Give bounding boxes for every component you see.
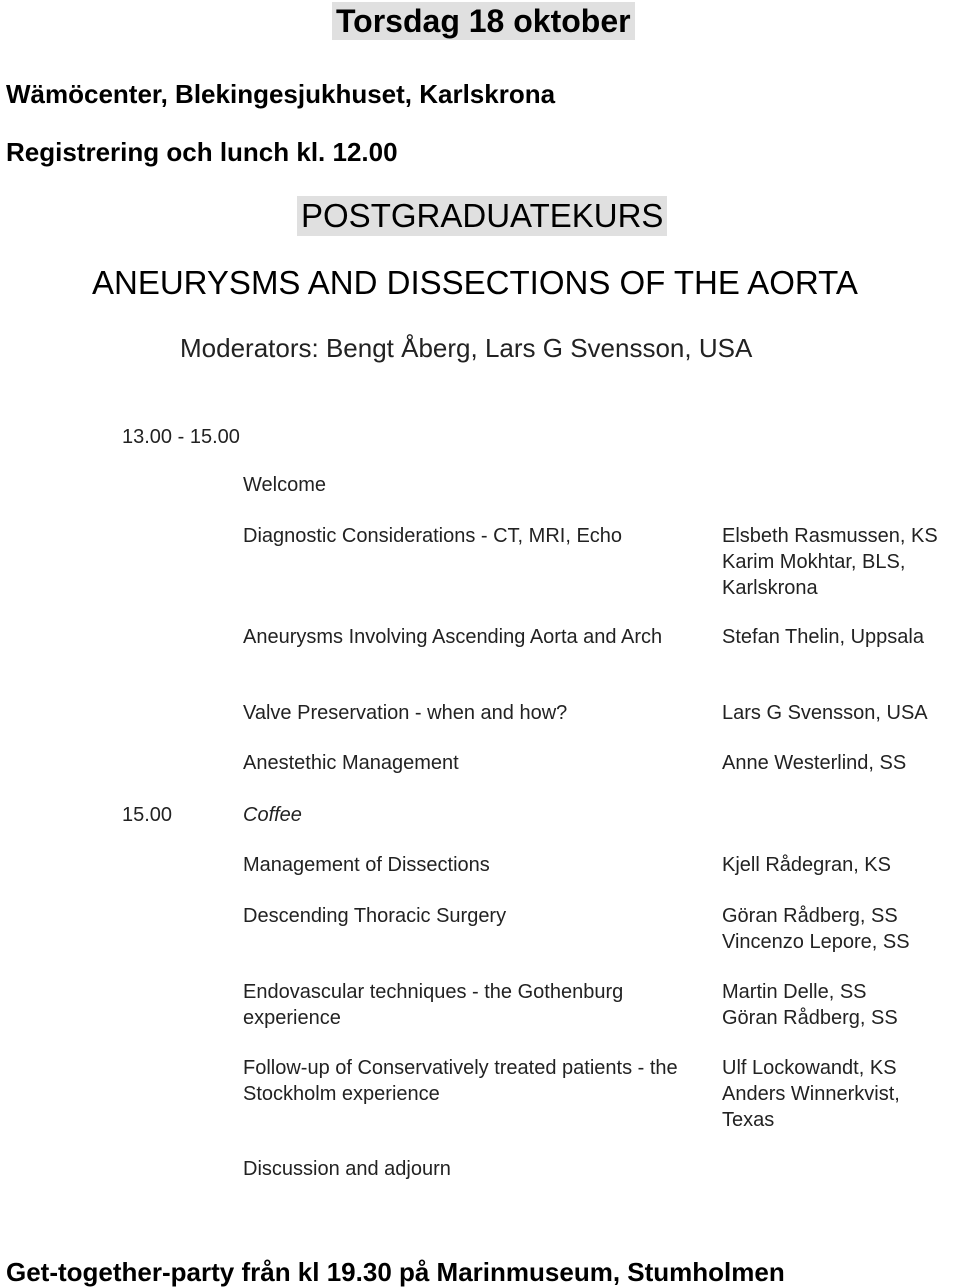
- schedule-speaker: Stefan Thelin, Uppsala: [722, 626, 924, 648]
- party-line: Get-together-party från kl 19.30 på Marinmuseum, Stumholmen: [6, 1257, 785, 1287]
- schedule-speaker: Kjell Rådegran, KS: [722, 854, 891, 876]
- course-title: ANEURYSMS AND DISSECTIONS OF THE AORTA: [92, 264, 858, 301]
- schedule-topic: Aneurysms Involving Ascending Aorta and Arch: [243, 626, 663, 648]
- schedule-speaker: Ulf Lockowandt, KS Anders Winnerkvist, Texas: [722, 1057, 900, 1131]
- welcome-item: Welcome: [243, 474, 326, 496]
- schedule-speaker: Göran Rådberg, SS Vincenzo Lepore, SS: [722, 905, 910, 953]
- course-kind: [297, 196, 667, 236]
- session2-time: 15.00: [122, 804, 173, 826]
- moderators-line: Moderators: Bengt Åberg, Lars G Svensson, USA: [180, 333, 753, 363]
- schedule-topic: Anestethic Management: [243, 752, 459, 774]
- schedule-topic: Diagnostic Considerations - CT, MRI, Echo: [243, 525, 623, 547]
- registration-line: Registrering och lunch kl. 12.00: [6, 137, 398, 167]
- coffee-break: Coffee: [243, 804, 302, 826]
- course-kind-text: POSTGRADUATEKURS: [301, 197, 664, 234]
- closing-item: Discussion and adjourn: [243, 1158, 451, 1180]
- session1-time: 13.00 - 15.00: [122, 426, 240, 448]
- schedule-speaker: Anne Westerlind, SS: [722, 752, 907, 774]
- day-heading-text: Torsdag 18 oktober: [336, 3, 631, 39]
- schedule-speaker: Lars G Svensson, USA: [722, 702, 928, 724]
- schedule-topic: Management of Dissections: [243, 854, 490, 876]
- day-heading: [332, 2, 635, 40]
- venue-line: Wämöcenter, Blekingesjukhuset, Karlskrona: [6, 79, 556, 109]
- schedule-speaker: Elsbeth Rasmussen, KS Karim Mokhtar, BLS, Karlskrona: [722, 525, 938, 599]
- schedule-topic: Valve Preservation - when and how?: [243, 702, 568, 724]
- schedule-topic: Descending Thoracic Surgery: [243, 905, 507, 927]
- schedule-topic: Endovascular techniques - the Gothenburg experience: [243, 981, 624, 1029]
- schedule-speaker: Martin Delle, SS Göran Rådberg, SS: [722, 981, 898, 1029]
- schedule-topic: Follow-up of Conservatively treated patients - the Stockholm experience: [243, 1057, 678, 1105]
